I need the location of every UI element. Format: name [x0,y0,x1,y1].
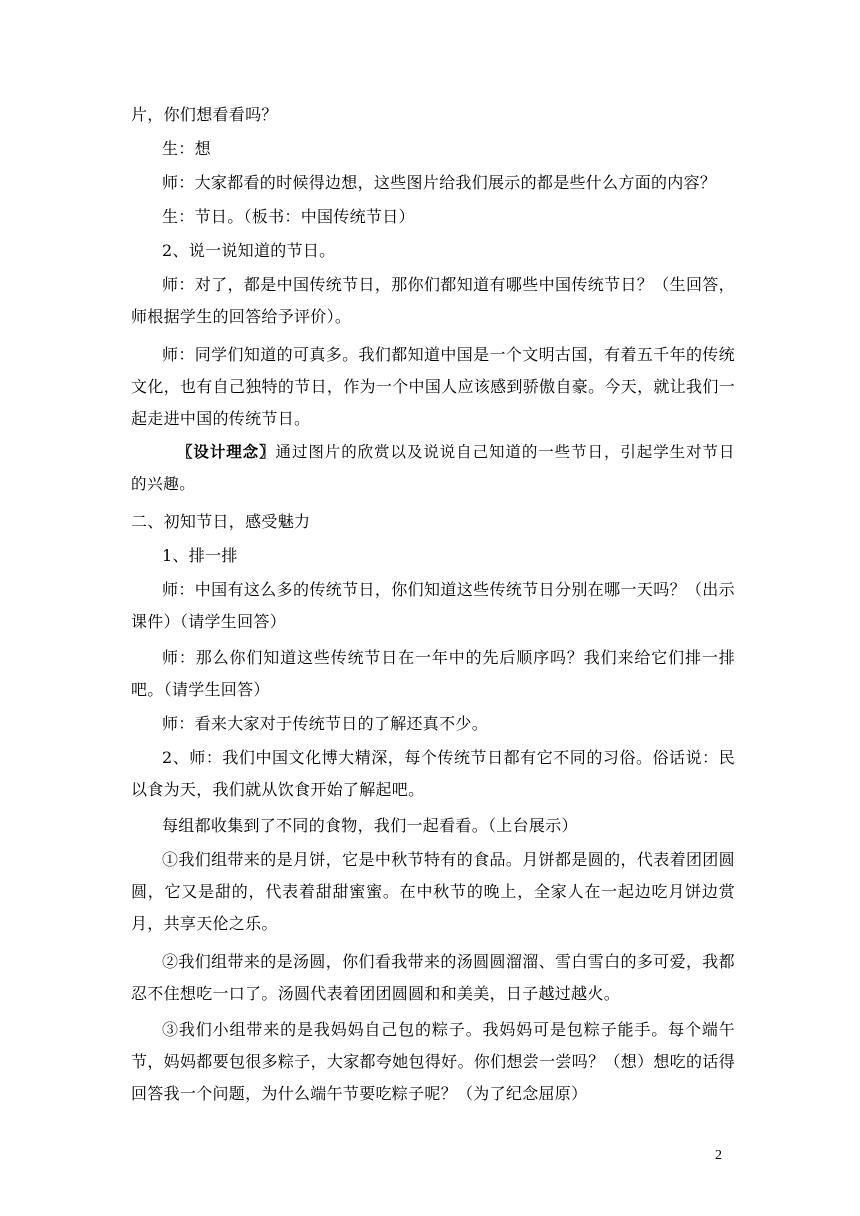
paragraph: ②我们组带来的是汤圆，你们看我带来的汤圆圆溜溜、雪白雪白的多可爱，我都忍不住想吃一口了。汤圆代表着团团圆圆和和美美，日子越过越火。 [131,952,735,1003]
paragraph: 每组都收集到了不同的食物，我们一起看看。（上台展示） [162,816,578,835]
paragraph: ③我们小组带来的是我妈妈自己包的粽子。我妈妈可是包粽子能手。每个端午节，妈妈都要包很多粽子，大家都夸她包得好。你们想尝一尝吗？（想）想吃的话得回答我一个问题，为什么端午节要吃粽子呢？（为了纪念屈原） [131,1020,735,1103]
paragraph: 片，你们想看看吗？ [131,105,278,124]
design-note-text: 通过图片的欣赏以及说说自己知道的一些节日，引起学生对节日的兴趣。 [131,443,735,493]
paragraph: 生：节日。（板书：中国传统节日） [162,207,415,226]
paragraph: 师：中国有这么多的传统节日，你们知道这些传统节日分别在哪一天吗？（出示课件）（请学生回答） [131,580,735,631]
paragraph: 师：大家都看的时候得边想，这些图片给我们展示的都是些什么方面的内容？ [162,173,717,192]
paragraph: 师：看来大家对于传统节日的了解还真不少。 [162,714,489,733]
section-heading: 2、说一说知道的节日。 [162,241,336,260]
section-heading: 二、初知节日，感受魅力 [131,512,311,531]
design-note [131,436,735,500]
section-heading: 1、排一排 [162,546,238,565]
design-note-label: 〖设计理念〗 [177,443,276,461]
paragraph: 生：想 [162,139,211,158]
paragraph: ①我们组带来的是月饼，它是中秋节特有的食品。月饼都是圆的，代表着团团圆圆，它又是甜的，代表着甜甜蜜蜜。在中秋节的晚上，全家人在一起边吃月饼边赏月，共享天伦之乐。 [131,850,735,933]
paragraph: 师：同学们知道的可真多。我们都知道中国是一个文明古国，有着五千年的传统文化，也有自己独特的节日，作为一个中国人应该感到骄傲自豪。今天，就让我们一起走进中国的传统节日。 [131,345,735,428]
paragraph: 师：那么你们知道这些传统节日在一年中的先后顺序吗？我们来给它们排一排吧。（请学生回答） [131,648,735,699]
page-number: 2 [715,1148,722,1163]
paragraph: 2、师：我们中国文化博大精深，每个传统节日都有它不同的习俗。俗话说：民以食为天，我们就从饮食开始了解起吧。 [131,748,735,799]
paragraph: 师：对了，都是中国传统节日，那你们都知道有哪些中国传统节日？（生回答，师根据学生的回答给予评价）。 [131,275,735,326]
